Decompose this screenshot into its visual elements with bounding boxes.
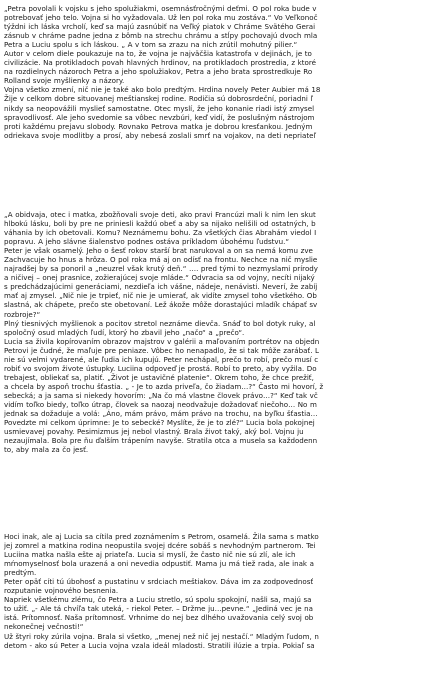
text-line: „Petra povolali k vojsku s jeho spolužiakmi, osemnásťročnými deťmi. O pol roka bude v xyxy=(4,4,317,13)
text-line: vidím toľko biedy, toľko útrap, človek sa naozaj neodvažuje dožadovať niečoho… No m xyxy=(4,399,317,409)
text-line: rozbroje?“ xyxy=(4,309,41,319)
text-line: Lucia sa živila kopírovaním obrazov majstrov v galérii a maľovaním portrétov na objedn xyxy=(4,336,320,346)
text-line: Rolland svoje myšlienky a názory. xyxy=(4,76,125,86)
text-line: Napriek všetkému zlému, čo Petra a Luciu stretlo, sú spolu spokojní, našli sa, majú sa xyxy=(4,595,312,605)
text-line: jej zomrel a matkina rodina neopustila svojej dcére sobáš s nevhodným partnerom. Tei xyxy=(4,541,316,551)
text-line: Už štyri roky zúrila vojna. Brala si všetko, „menej než nič jej nestačí.“ Mladým ľudom, n xyxy=(4,631,319,641)
paragraph-1 xyxy=(4,4,446,140)
text-line: nezaujímala. Bola pre ňu ďalším trápením navyše. Stratila otca a musela sa každodenn xyxy=(4,436,318,446)
text-line: rozputanie vojnového besnenia. xyxy=(4,586,119,596)
text-line: proti každému prejavu slobody. Rovnako Petrova matka je dobrou kresťankou. Jedným xyxy=(4,121,313,131)
text-line: Žije v celkom dobre situovanej meštianskej rodine. Rodičia sú dobrosrdeční, poriadni ľ xyxy=(4,94,314,104)
text-line: týždni ich láska vrcholí, keď sa majú zasnúbiť na Veľký piatok v Chráme Svätého Gerai xyxy=(4,22,316,32)
text-line: to, aby mala za čo jesť. xyxy=(4,445,89,455)
text-line: sebecká; a ja sama si niekedy hovorím: „Na čo má vlastne človek právo…?“ Keď tak vč xyxy=(4,390,318,400)
text-line: civilizácie. Na protikladoch povah hlavných hrdinov, na protikladoch prostredia, z ktoré xyxy=(4,58,317,68)
text-line: odriekava svoje modlitby a prosí, aby nebesá zoslali smrť na vojakov, na deti nepriateľ xyxy=(4,130,317,140)
text-line: mŕnomyselnosť bola urazená a oni nevedia odpustiť. Mama ju má tiež rada, ale inak a xyxy=(4,559,314,569)
text-line: potrebovať jeho telo. Vojna si ho vyžadovala. Už len pol roka mu zostáva.“ Vo Veľkonoč xyxy=(4,13,318,23)
text-line: a chcela by aspoň trochu šťastia. „ - Je to azda priveľa, čo žiadam…?“ Často mi hovorí, ž xyxy=(4,381,324,391)
text-line: najradšej by sa ponoril a „neuzrel však krutý deň.“ …. pred tými to nezmyslami prírody xyxy=(4,264,318,274)
text-line: slastná, ak chápete, prečo ste obetovaní. Lež ákože môže dorastajúci mladík chápať sv xyxy=(4,300,318,310)
text-line: váhania by ich obetovali. Komu? Neznámemu bohu. Za všetkých čias Abrahám viedol I xyxy=(4,228,317,238)
text-line: a ničivej – onej prasnice, zožierajúcej svoje mláde.“ Odvracia sa od vojny, necíti nijaký xyxy=(4,273,315,283)
text-line: s predchádzajúcimi generáciami, nezdieľa ich vášne, nádeje, nenávisti. Neverí, že zabíj xyxy=(4,282,318,292)
text-line: to užiť. „- Ale tá chvíľa tak uteká, - riekol Peter. – Držme ju…pevne.“ „Jediná vec je na xyxy=(4,604,313,614)
text-line: jednak sa dožaduje a volá: „Áno, mám právo, mám právo na trochu, na byľku šťastia… xyxy=(4,409,318,419)
text-line: nie sú velmi vydarené, ale ľudia ich kupujú. Peter nechápal, prečo to robí, prečo musí c xyxy=(4,354,319,364)
text-line: Vojna všetko zmení, nič nie je také ako bolo predtým. Hrdina novely Peter Aubier má 18 xyxy=(4,85,321,95)
text-line: Petra a Luciu spolu s ich láskou. „ A v tom sa zrazu na nich zrútil mohutný pilier.“ xyxy=(4,40,298,50)
text-line: „A obidvaja, otec i matka, zbožňovali svoje deti, ako pravi Francúzi mali k nim len skut xyxy=(4,210,316,219)
text-line: detom - ako sú Peter a Lucia vojna vzala ideál mladosti. Stratili ilúzie a trpia. Pokiaľ sa xyxy=(4,640,315,650)
paragraph-2 xyxy=(4,210,446,454)
text-line: nekonečnej večnosti!“ xyxy=(4,622,84,632)
text-line: trebajest, obliekať sa, platiť. „Život je ustavičné platenie“. Okrem toho, že chce prežiť, xyxy=(4,372,314,382)
text-line: Zachvacuje ho hnus a hrôza. O pol roka má aj on odísť na frontu. Nechce na nič myslie xyxy=(4,255,318,265)
text-line: mať aj zmysel. „Nič nie je trpieť, nič nie je umierať, ak vidíte zmysel toho všetkého. Ob xyxy=(4,291,317,301)
text-line: hlbokú lásku, boli by pre ne priniesli každú obeť a aby sa nijako nelišili od ostatných, b xyxy=(4,219,316,229)
text-line: zásnub v chráme padne jedna z bômb na strechu chrámu a stĺpy pochovajú dvoch mla xyxy=(4,31,318,41)
text-line: Hoci inak, ale aj Lucia sa cítila pred zoznámením s Petrom, osamelá. Žila sama s matko xyxy=(4,532,319,541)
text-line: Peter opäť cíti tú úbohosť a pustatinu v srdciach meštiakov. Dáva im za zodpovednosť xyxy=(4,577,314,587)
text-line: spoločný osud mladých ľudí, ktorý ho zbavil jeho „načo“ a „prečo“. xyxy=(4,327,245,337)
text-line: na rozdielnych názoroch Petra a jeho spolužiakov, Petra a jeho brata sprostredkuje Ro xyxy=(4,67,313,77)
text-line: predtým. xyxy=(4,568,37,578)
text-line: usmievavej povahy. Pesimizmus jej nebol vlastný. Brala život taký, aký bol. Vojnu ju xyxy=(4,427,304,437)
text-line: Plný tiesnivých myšlienok a pocitov stretol neznáme dievča. Snáď to bol dotyk ruky, al xyxy=(4,318,316,328)
text-line: Peter je však osamelý. Jeho o šesť rokov starší brat narukoval a on sa nemá komu zve xyxy=(4,246,313,256)
text-line: Povedzte mi celkom úprimne: Je to sebecké? Myslíte, že je to zlé?“ Lucia bola pokojnej xyxy=(4,418,315,428)
text-line: spravodlivosť. Ale jeho svedomie sa vôbec nevzbúri, keď vidí, že poslušným nástrojom xyxy=(4,112,315,122)
text-line: robiť vo svojom živote ústupky. Luciina odpoveď je prostá. Robí to preto, aby vyžila. Do xyxy=(4,363,317,373)
text-line: nikdy sa neopovážili myslieť samostatne. Otec myslí, že jeho konanie riadi istý zmysel xyxy=(4,103,315,113)
paragraph-3 xyxy=(4,532,446,650)
text-line: istá. Prítomnosť. Naša prítomnosť. Vrhnime do nej bez dlhého uvažovania celý svoj ob xyxy=(4,613,314,623)
text-line: Autor v celom diele poukazuje na to, že vojna je najväčšia katastrofa v dejinách, je to xyxy=(4,49,312,59)
text-line: Luciina matka našla ešte aj priateľa. Lucia si myslí, že často nič nie sú zlí, ale ich xyxy=(4,550,296,560)
text-line: popravu. A jeho slávne šialenstvo podnes ostáva príkladom úbohému ľudstvu.“ xyxy=(4,237,290,247)
text-line: Petrovi je čudné, že maľuje pre peniaze. Vôbec ho nenapadlo, že si tak môže zarábať. L xyxy=(4,345,319,355)
